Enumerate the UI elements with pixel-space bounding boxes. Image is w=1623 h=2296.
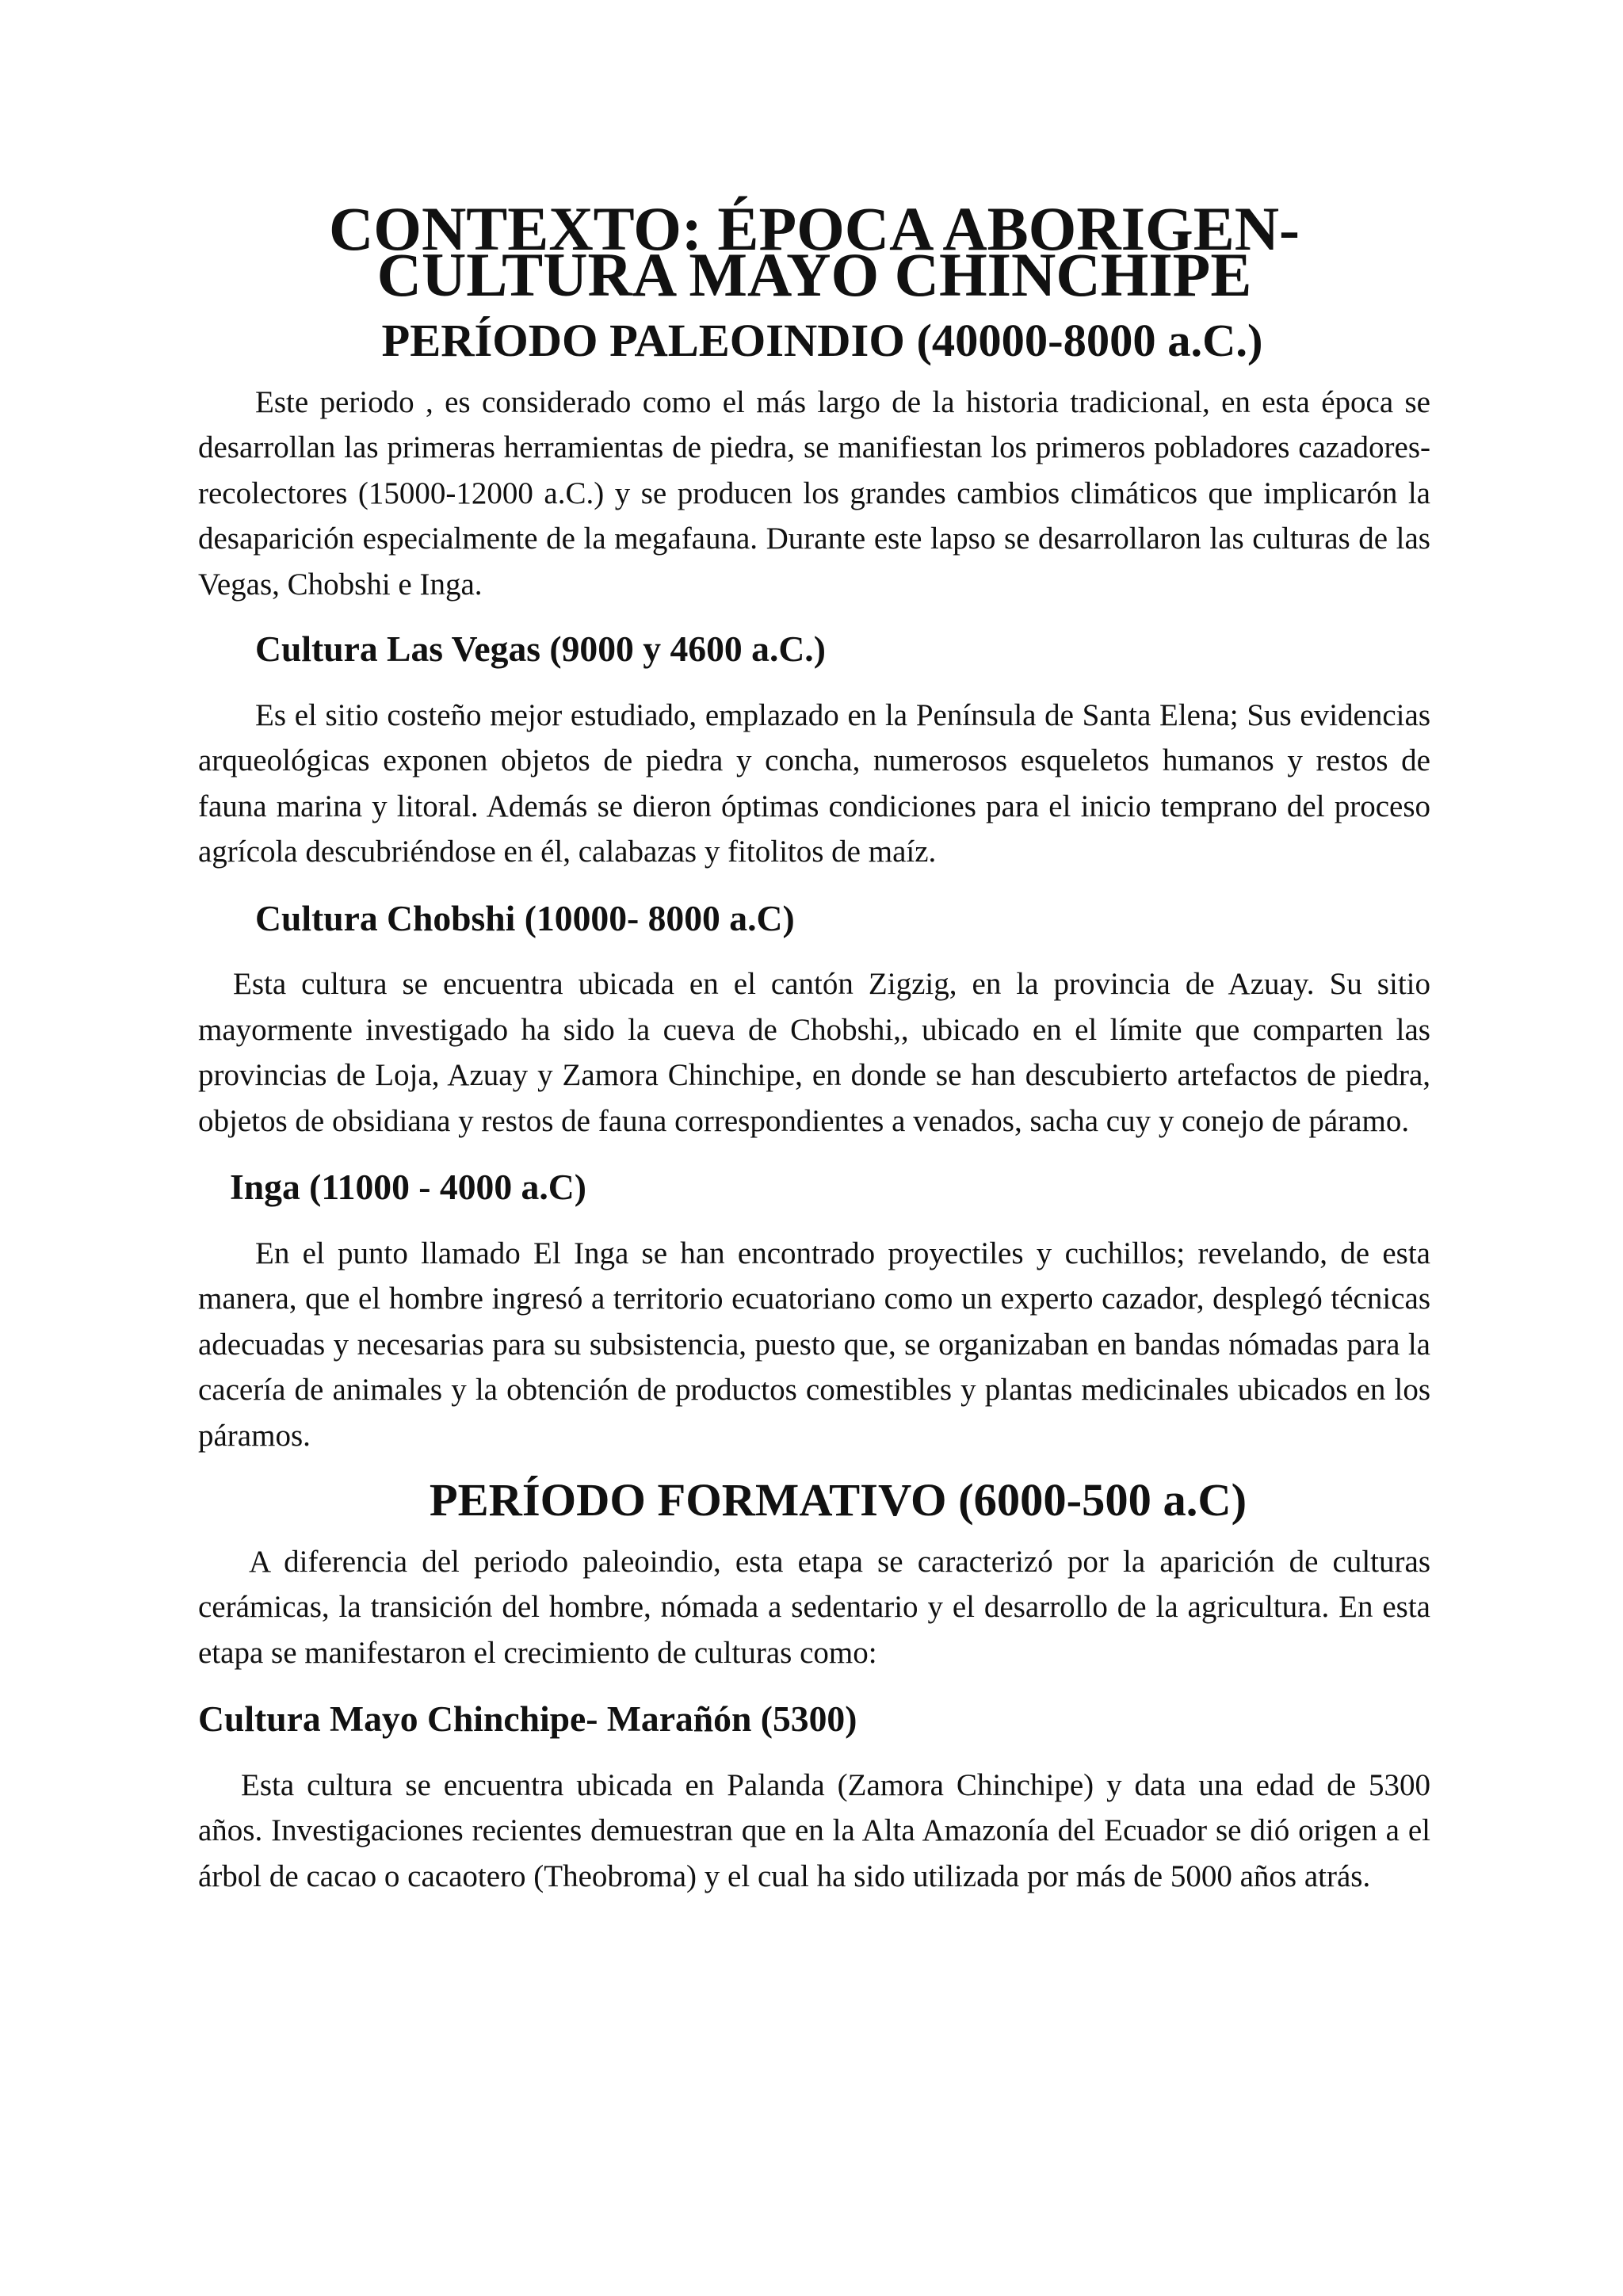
paragraph-chobshi: Esta cultura se encuentra ubicada en el cantón Zigzig, en la provincia de Azuay. Su sitio mayormente investigado ha sido la cueva de Chobshi,, ubicado en el límite que comparten las provincias de Loja, Azuay y Zamora Chinchipe, en donde se han descubierto artefactos de piedra, objetos de obsidiana y restos de fauna correspondientes a venados, sacha cuy y conejo de páramo. [198, 967, 1430, 1138]
paragraph-mayo-chinchipe: Esta cultura se encuentra ubicada en Palanda (Zamora Chinchipe) y data una edad de 5300 años. Investigaciones recientes demuestran que en la Alta Amazonía del Ecuador se dió origen a el árbol de cacao o cacaotero (Theobroma) y el cual ha sido utilizada por más de 5000 años atrás. [198, 1767, 1430, 1893]
section-heading-las-vegas: Cultura Las Vegas (9000 y 4600 a.C.) [255, 628, 826, 669]
section-heading-inga: Inga (11000 - 4000 a.C) [230, 1167, 586, 1207]
main-title: CONTEXTO: ÉPOCA ABORIGEN- CULTURA MAYO CHINCHIPE [328, 194, 1300, 309]
section-heading-paleoindio: PERÍODO PALEOINDIO (40000-8000 a.C.) [381, 315, 1263, 366]
paragraph-las-vegas: Es el sitio costeño mejor estudiado, emplazado en la Península de Santa Elena; Sus evidencias arqueológicas exponen objetos de piedra y concha, numerosos esqueletos humanos y restos de fauna marina y litoral. Además se dieron óptimas condiciones para el inicio temprano del proceso agrícola descubriéndose en él, calabazas y fitolitos de maíz. [198, 697, 1430, 869]
paragraph-inga: En el punto llamado El Inga se han encontrado proyectiles y cuchillos; revelando, de esta manera, que el hombre ingresó a territorio ecuatoriano como un experto cazador, desplegó técnicas adecuadas y necesarias para su subsistencia, puesto que, se organizaban en bandas nómadas para la cacería de animales y la obtención de productos comestibles y plantas medicinales ubicados en los páramos. [198, 1236, 1430, 1453]
section-heading-mayo-chinchipe: Cultura Mayo Chinchipe- Marañón (5300) [198, 1698, 857, 1739]
paragraph-paleoindio: Este periodo , es considerado como el más largo de la historia tradicional, en esta época se desarrollan las primeras herramientas de piedra, se manifiestan los primeros pobladores cazadores-recolectores (15000-12000 a.C.) y se producen los grandes cambios climáticos que implicarón la desaparición especialmente de la megafauna. Durante este lapso se desarrollaron las culturas de las Vegas, Chobshi e Inga. [198, 384, 1430, 602]
paragraph-formativo: A diferencia del periodo paleoindio, esta etapa se caracterizó por la aparición de culturas cerámicas, la transición del hombre, nómada a sedentario y el desarrollo de la agricultura. En esta etapa se manifestaron el crecimiento de culturas como: [198, 1544, 1430, 1670]
document-page [198, 194, 1430, 1899]
section-heading-chobshi: Cultura Chobshi (10000- 8000 a.C) [255, 897, 795, 938]
section-heading-formativo: PERÍODO FORMATIVO (6000-500 a.C) [429, 1474, 1247, 1526]
